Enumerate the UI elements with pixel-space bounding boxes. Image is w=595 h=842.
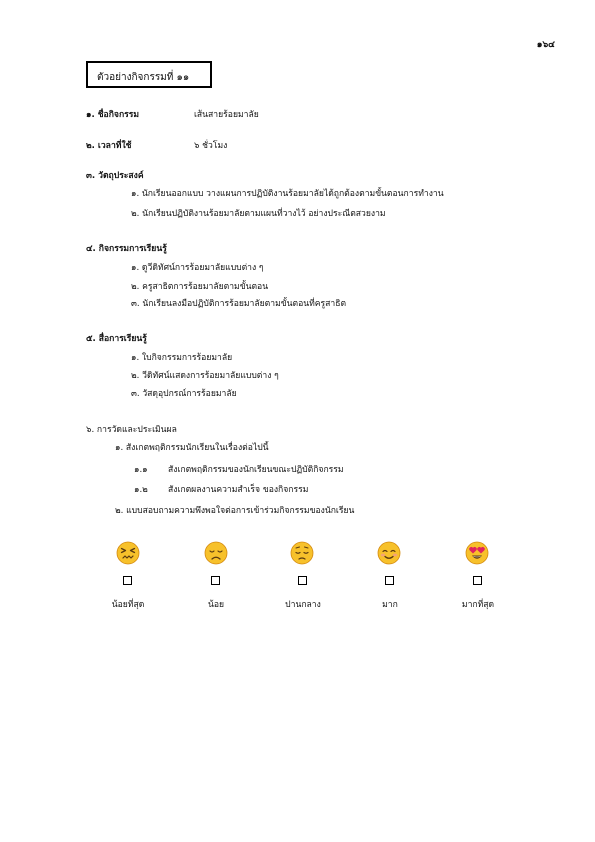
rating-checkbox-4[interactable]	[385, 576, 394, 585]
objective-item: ๑. นักเรียนออกแบบ วางแผนการปฏิบัติงานร้อยมาลัยได้ถูกต้องตามขั้นตอนการทำงาน	[131, 189, 444, 199]
confounded-face-icon	[116, 541, 140, 565]
activity-item: ๓. นักเรียนลงมือปฏิบัติการร้อยมาลัยตามขั้นตอนที่ครูสาธิต	[131, 299, 347, 309]
time-label: ๒. เวลาที่ใช้	[86, 141, 132, 151]
heart-eyes-face-icon	[465, 541, 489, 565]
evaluation-sub2: ๒. แบบสอบถามความพึงพอใจต่อการเข้าร่วมกิจกรรมของนักเรียน	[115, 506, 355, 516]
activity-item: ๒. ครูสาธิตการร้อยมาลัยตามขั้นตอน	[131, 282, 269, 292]
media-item: ๑. ใบกิจกรรมการร้อยมาลัย	[131, 353, 233, 363]
rating-checkbox-2[interactable]	[211, 576, 220, 585]
smiling-face-icon	[377, 541, 401, 565]
rating-label: มากที่สุด	[461, 600, 495, 610]
activities-heading: ๔. กิจกรรมการเรียนรู้	[86, 244, 167, 254]
activity-name-label: ๑. ชื่อกิจกรรม	[86, 110, 140, 120]
media-heading: ๕. สื่อการเรียนรู้	[86, 334, 147, 344]
activity-item: ๑. ดูวีดิทัศน์การร้อยมาลัยแบบต่าง ๆ	[131, 263, 264, 273]
objectives-heading: ๓. วัตถุประสงค์	[86, 171, 144, 181]
rating-label: น้อย	[207, 600, 225, 610]
time-value: ๖ ชั่วโมง	[194, 141, 228, 151]
evaluation-sub1-num: ๑.๑	[134, 465, 148, 475]
evaluation-heading: ๖. การวัดและประเมินผล	[86, 425, 177, 435]
evaluation-sub1-text: สังเกตพฤติกรรมของนักเรียนขณะปฏิบัติกิจกรรม	[168, 465, 344, 475]
activity-title-box	[86, 61, 212, 88]
evaluation-sub1-text: สังเกตผลงานความสำเร็จ ของกิจกรรม	[168, 485, 309, 495]
evaluation-sub1-num: ๑.๒	[134, 485, 148, 495]
activity-title: ตัวอย่างกิจกรรมที่ ๑๑	[97, 72, 190, 83]
rating-checkbox-1[interactable]	[123, 576, 132, 585]
pensive-face-icon	[290, 541, 314, 565]
rating-label: มาก	[382, 600, 398, 610]
rating-label: น้อยที่สุด	[111, 600, 145, 610]
media-item: ๓. วัสดุอุปกรณ์การร้อยมาลัย	[131, 389, 237, 399]
objective-item: ๒. นักเรียนปฏิบัติงานร้อยมาลัยตามแผนที่วางไว้ อย่างประณีตสวยงาม	[131, 209, 386, 219]
disappointed-face-icon	[204, 541, 228, 565]
media-item: ๒. วีดิทัศน์แสดงการร้อยมาลัยแบบต่าง ๆ	[131, 371, 279, 381]
rating-label: ปานกลาง	[285, 600, 321, 610]
evaluation-sub1: ๑. สังเกตพฤติกรรมนักเรียนในเรื่องต่อไปนี้	[115, 443, 269, 453]
page-number: ๑๖๔	[536, 40, 555, 50]
activity-name-value: เส้นสายร้อยมาลัย	[194, 110, 259, 120]
rating-checkbox-5[interactable]	[473, 576, 482, 585]
rating-checkbox-3[interactable]	[298, 576, 307, 585]
